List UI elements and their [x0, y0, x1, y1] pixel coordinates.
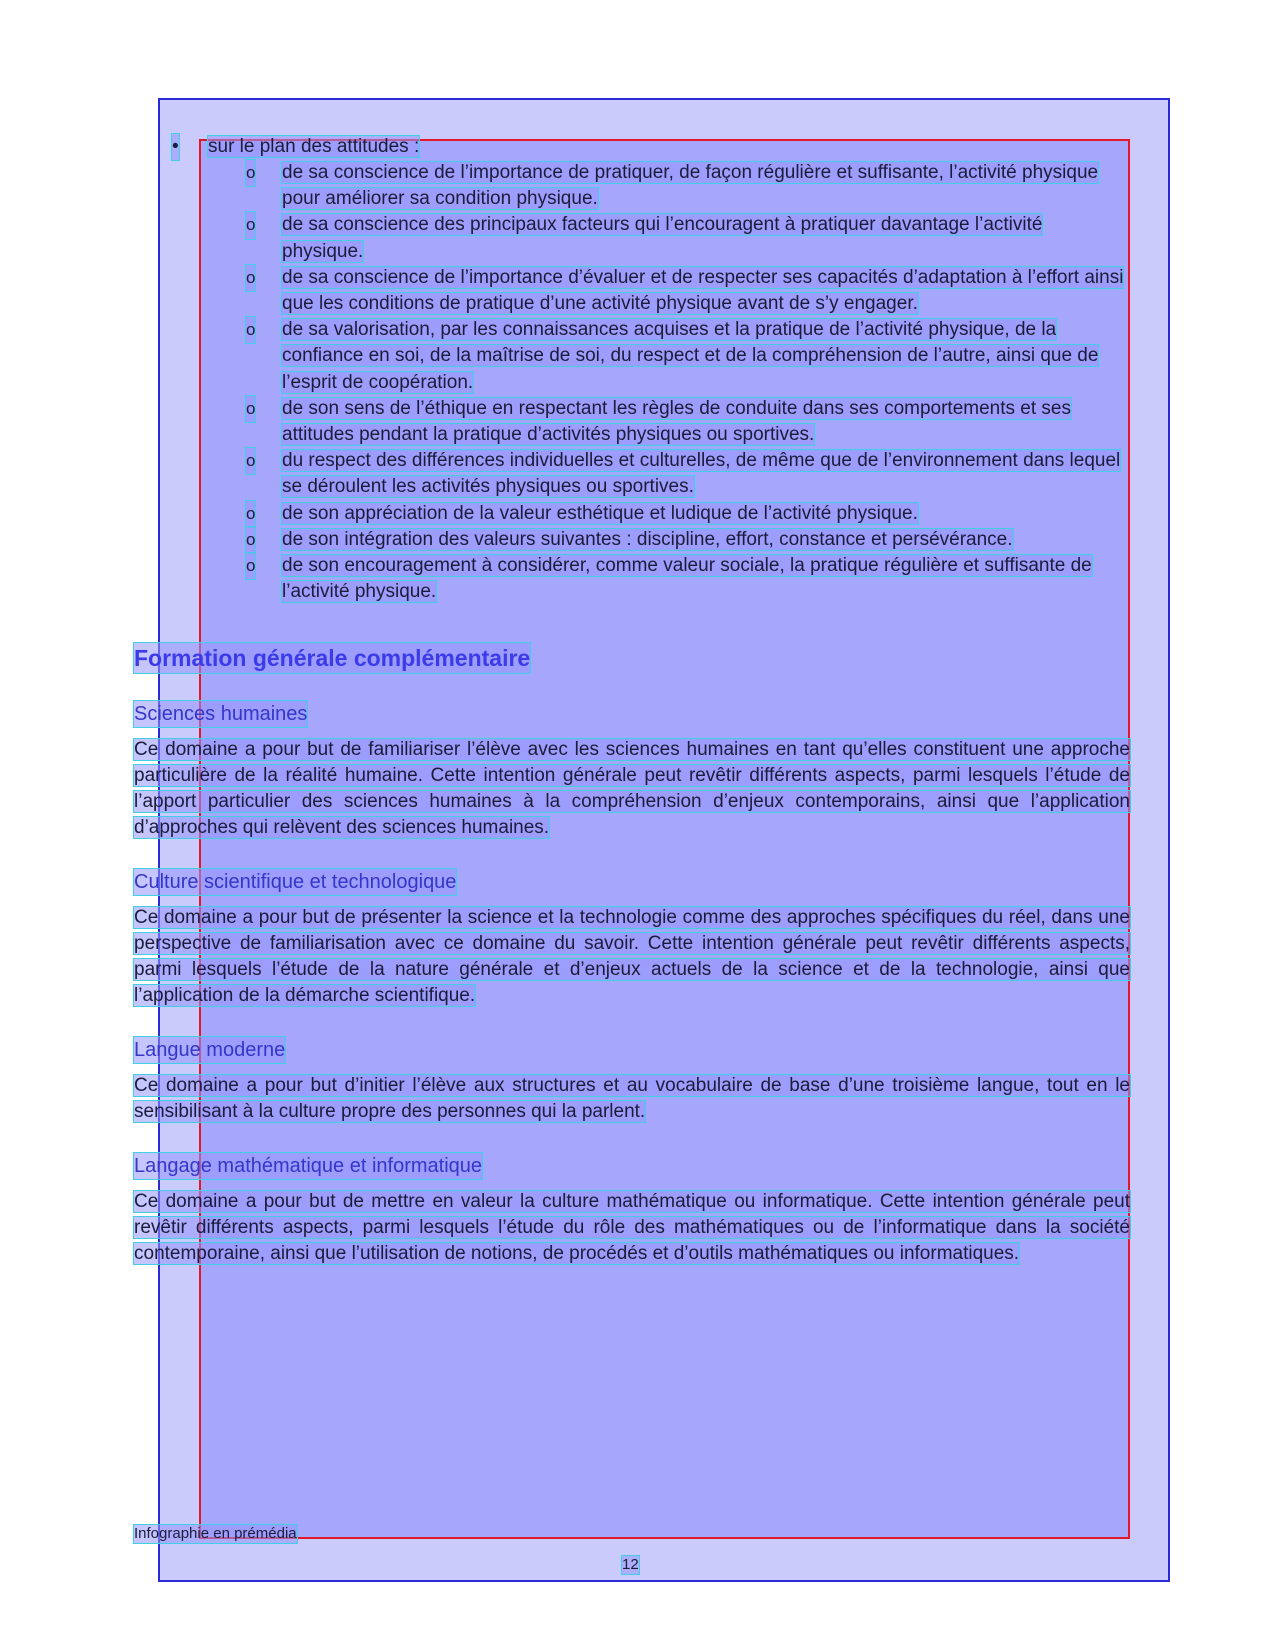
section-body: Ce domaine a pour but de présenter la science et la technologie comme des approches spécifiques du réel, dans une perspective de familiarisation avec ce domaine du savoir. Cette intention générale peut revêtir différents aspects, parmi lesquels l’étude de la nature générale et d’enjeux actuels de la science et de la technologie, ainsi que l’application de la démarche scientifique.	[134, 907, 1130, 1007]
section-title: Culture scientifique et technologique	[134, 871, 457, 894]
attitudes-bullet	[134, 134, 1130, 160]
bullet-icon: •	[172, 134, 179, 160]
circle-bullet-icon: o	[246, 553, 255, 579]
list-item: o de sa conscience de l’importance d’évaluer et de respecter ses capacités d’adaptation à l’effort ainsi que les conditions de pratique d’une activité physique avant de s’y engager.	[246, 266, 1124, 315]
footer-program-name: Infographie en prémédia	[134, 1525, 297, 1542]
circle-bullet-icon: o	[246, 527, 255, 553]
main-heading: Formation générale complémentaire	[134, 645, 531, 672]
circle-bullet-icon: o	[246, 317, 255, 343]
section-langue-moderne	[134, 1037, 1130, 1125]
list-item: o du respect des différences individuelles et culturelles, de même que de l’environnement dans lequel se déroulent les activités physiques ou sportives.	[246, 450, 1121, 498]
circle-bullet-icon: o	[246, 501, 255, 527]
list-item: o de son intégration des valeurs suivantes : discipline, effort, constance et persévérance.	[282, 527, 1130, 553]
section-body: Ce domaine a pour but d’initier l’élève aux structures et au vocabulaire de base d’une troisième langue, tout en le sensibilisant à la culture propre des personnes qui la parlent.	[134, 1075, 1130, 1123]
section-title: Langue moderne	[134, 1039, 286, 1062]
circle-bullet-icon: o	[246, 396, 255, 422]
section-body: Ce domaine a pour but de familiariser l’élève avec les sciences humaines en tant qu’elles constituent une approche particulière de la réalité humaine. Cette intention générale peut revêtir différents aspects, parmi lesquels l’étude de l’apport particulier des sciences humaines à la compréhension d’enjeux contemporains, ainsi que l’application d’approches qui relèvent des sciences humaines.	[134, 739, 1130, 839]
list-item: o de sa valorisation, par les connaissances acquises et la pratique de l’activité physique, de la confiance en soi, de la maîtrise de soi, du respect et de la compréhension de l’autre, ainsi que de l’esprit de coopération.	[246, 319, 1099, 393]
section-title: Langage mathématique et informatique	[134, 1155, 483, 1178]
list-item: o de son encouragement à considérer, comme valeur sociale, la pratique régulière et suffisante de l’activité physique.	[246, 555, 1092, 603]
section-sciences-humaines	[134, 701, 1130, 841]
document-page	[134, 134, 1130, 1267]
section-culture-scientifique	[134, 869, 1130, 1009]
attitudes-list	[134, 160, 1130, 605]
circle-bullet-icon: o	[246, 448, 255, 474]
section-body: Ce domaine a pour but de mettre en valeur la culture mathématique ou informatique. Cette intention générale peut revêtir différents aspects, parmi lesquels l’étude du rôle des mathématiques ou de l’informatique dans la société contemporaine, ainsi que l’utilisation de notions, de procédés et d’outils mathématiques ou informatiques.	[134, 1191, 1130, 1265]
list-item: o de sa conscience de l’importance de pratiquer, de façon régulière et suffisante, l’activité physique pour améliorer sa condition physique.	[246, 162, 1099, 210]
circle-bullet-icon: o	[246, 160, 255, 186]
list-item: o de son appréciation de la valeur esthétique et ludique de l’activité physique.	[282, 501, 1130, 527]
attitudes-intro: sur le plan des attitudes :	[208, 136, 420, 157]
list-item: o de sa conscience des principaux facteurs qui l’encouragent à pratiquer davantage l’activité physique.	[246, 214, 1043, 262]
circle-bullet-icon: o	[246, 265, 255, 291]
section-title: Sciences humaines	[134, 703, 308, 726]
circle-bullet-icon: o	[246, 212, 255, 238]
section-langage-mathematique	[134, 1153, 1130, 1267]
list-item: o de son sens de l’éthique en respectant les règles de conduite dans ses comportements et ses attitudes pendant la pratique d’activités physiques ou sportives.	[246, 397, 1071, 446]
page-number: 12	[622, 1556, 639, 1573]
